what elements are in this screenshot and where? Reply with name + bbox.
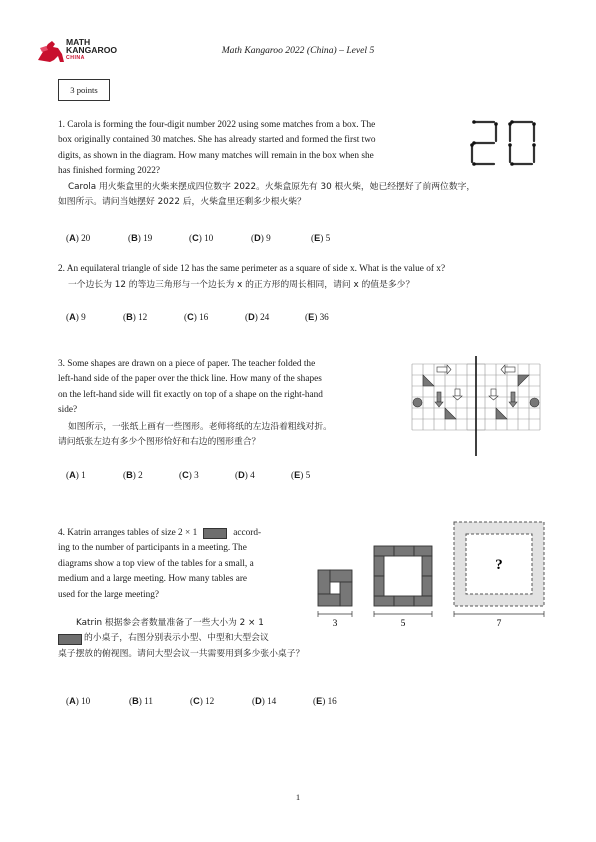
q4-option-e[interactable]: (E) 16 bbox=[313, 696, 337, 706]
q4-text bbox=[58, 526, 302, 603]
q4-line: medium and a large meeting. How many tables are bbox=[58, 574, 248, 585]
q1-cn-line: Carola 用火柴盒里的火柴来摆成四位数字 2022。火柴盒原先有 30 根火柴，她已经摆好了前两位数字， bbox=[68, 182, 476, 192]
q2-option-e[interactable]: (E) 36 bbox=[305, 312, 329, 322]
q3-line: left-hand side of the paper over the thick line. How many of the shapes bbox=[58, 374, 322, 385]
q1-line: has finished forming 2022? bbox=[58, 166, 160, 177]
q4-option-a[interactable]: (A) 10 bbox=[66, 696, 91, 706]
diagram-label-large: 7 bbox=[496, 619, 502, 629]
q3-line: side? bbox=[58, 405, 78, 416]
tables-diagram bbox=[312, 518, 550, 630]
q3-option-d[interactable]: (D) 4 bbox=[235, 470, 255, 480]
q1-options bbox=[66, 233, 330, 243]
q4-cn-line: 的小桌子，右图分别表示小型、中型和大型会议 bbox=[84, 633, 269, 644]
logo-line-2: KANGAROO bbox=[66, 45, 118, 56]
q1-line: digits, as shown in the diagram. How many matches will remain in the box when she bbox=[58, 150, 374, 161]
q4-line: ing to the number of participants in a meeting. The bbox=[58, 543, 247, 554]
q3-option-e[interactable]: (E) 5 bbox=[291, 470, 311, 480]
q4-line-tail: accord- bbox=[233, 528, 262, 538]
q1-text bbox=[58, 118, 458, 180]
q4-option-d[interactable]: (D) 14 bbox=[252, 696, 277, 706]
q4-cn-line: Katrin 根据参会者数量准备了一些大小为 2 × 1 bbox=[76, 618, 264, 628]
q1-line: box originally contained 30 matches. She has already started and formed the first two bbox=[58, 135, 376, 146]
q2-option-b[interactable]: (B) 12 bbox=[123, 312, 148, 322]
q1-option-e[interactable]: (E) 5 bbox=[311, 233, 331, 243]
q3-chinese bbox=[58, 420, 398, 451]
logo-line-1: MATH bbox=[66, 37, 91, 47]
q4-option-c[interactable]: (C) 12 bbox=[190, 696, 215, 706]
q1-option-b[interactable]: (B) 19 bbox=[128, 233, 153, 243]
q1-option-c[interactable]: (C) 10 bbox=[189, 233, 214, 243]
q4-line: diagrams show a top view of the tables for a small, a bbox=[58, 558, 254, 569]
q2-option-c[interactable]: (C) 16 bbox=[184, 312, 209, 322]
q1-option-d[interactable]: (D) 9 bbox=[251, 233, 271, 243]
table-icon bbox=[203, 528, 227, 539]
matches-diagram bbox=[466, 116, 542, 170]
diagram-label-small: 3 bbox=[332, 619, 338, 629]
q2-options bbox=[66, 312, 329, 322]
table-icon bbox=[58, 634, 82, 645]
page-number: 1 bbox=[295, 792, 301, 802]
q1-chinese bbox=[58, 180, 478, 211]
q4-line: 4. Katrin arranges tables of size 2 × 1 bbox=[58, 528, 198, 538]
q1-option-a[interactable]: (A) 20 bbox=[66, 233, 91, 243]
q2-option-d[interactable]: (D) 24 bbox=[245, 312, 270, 322]
q4-line: used for the large meeting? bbox=[58, 589, 160, 600]
page-header: Math Kangaroo 2022 (China) – Level 5 bbox=[221, 45, 375, 56]
points-label: 3 points bbox=[58, 79, 110, 101]
q1-line: 1. Carola is forming the four-digit number 2022 using some matches from a box. The bbox=[58, 120, 376, 130]
q4-cn-line: 桌子摆放的俯视图。请问大型会议一共需要用到多少张小桌子？ bbox=[58, 648, 305, 659]
q3-cn-line: 如图所示，一张纸上画有一些图形。老师将纸的左边沿着粗线对折。 bbox=[68, 422, 332, 432]
q3-text bbox=[58, 357, 398, 419]
q2-text: 2. An equilateral triangle of side 12 has the same perimeter as a square of side x. What is the value of x? bbox=[58, 264, 446, 274]
q3-line: 3. Some shapes are drawn on a piece of paper. The teacher folded the bbox=[58, 359, 316, 369]
folded-paper-grid bbox=[410, 354, 542, 458]
q3-option-a[interactable]: (A) 1 bbox=[66, 470, 86, 480]
q3-option-b[interactable]: (B) 2 bbox=[123, 470, 143, 480]
logo-line-3: CHINA bbox=[66, 54, 85, 61]
q4-question-mark: ? bbox=[495, 557, 503, 573]
q3-options bbox=[66, 470, 310, 480]
diagram-label-medium: 5 bbox=[400, 619, 406, 629]
q4-options bbox=[66, 696, 337, 706]
q3-option-c[interactable]: (C) 3 bbox=[179, 470, 199, 480]
q3-line: on the left-hand side will fit exactly on top of a shape on the right-hand bbox=[58, 389, 323, 400]
q3-cn-line: 请问纸张左边有多少个图形恰好和右边的图形重合？ bbox=[58, 437, 261, 448]
q2-option-a[interactable]: (A) 9 bbox=[66, 312, 86, 322]
q2-chinese: 一个边长为 12 的等边三角形与一个边长为 x 的正方形的周长相同，请问 x 的值是多少？ bbox=[68, 280, 415, 290]
q4-cn-line-with-icon bbox=[58, 631, 368, 646]
q1-cn-line: 如图所示。请问当她摆好 2022 后，火柴盒里还剩多少根火柴？ bbox=[58, 197, 306, 208]
q4-option-b[interactable]: (B) 11 bbox=[129, 696, 153, 706]
